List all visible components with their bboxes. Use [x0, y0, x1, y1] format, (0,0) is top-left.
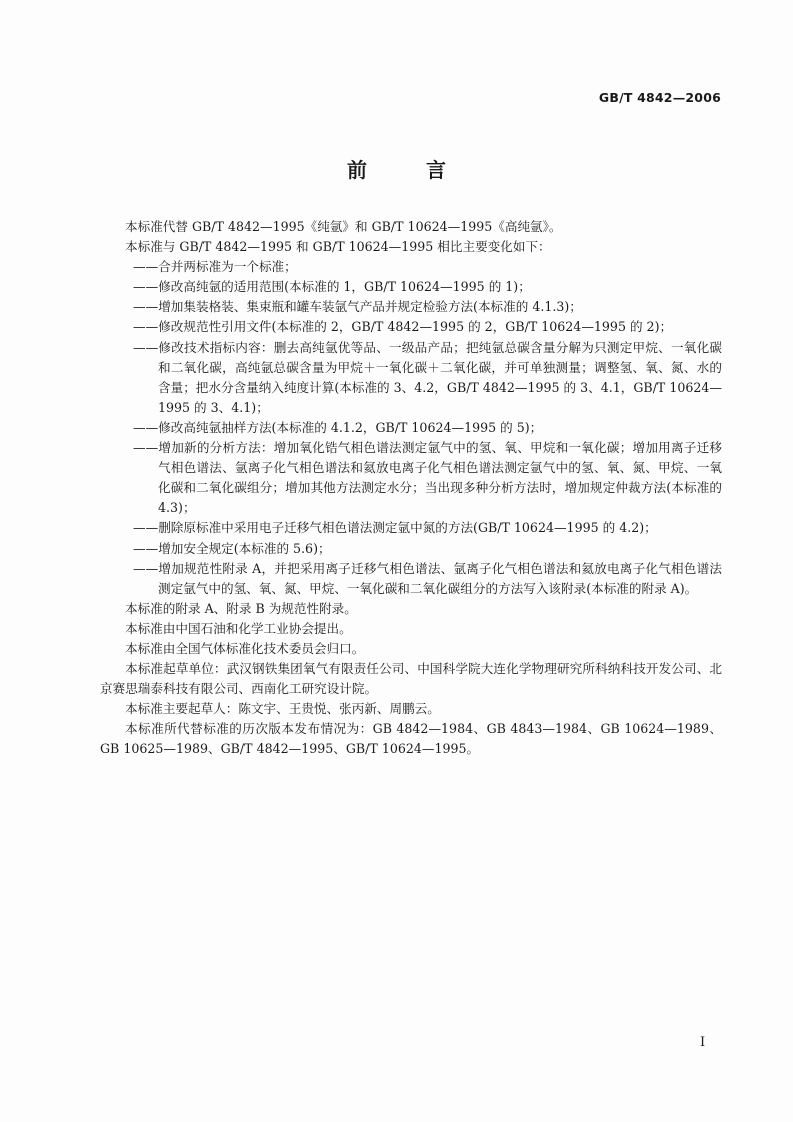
paragraph-changes-intro: 本标准与 GB/T 4842—1995 和 GB/T 10624—1995 相比主要变化如下： — [125, 239, 551, 255]
list-item-technical-indicators: ——修改技术指标内容：删去高纯氩优等品、一级品产品；把纯氩总碳含量分解为只测定甲烷、一氧化碳和二氧化碳，高纯氩总碳含量为甲烷＋一氧化碳＋二氧化碳，并可单独测量；调整氢、氧、氮、水的含量；把水分含量纳入纯度计算(本标准的 3、4.2，GB/T 4842—1995 的 3、4.1，GB/T 10624—1995 的 3、4.1)； — [133, 339, 722, 415]
list-item-annex-a: ——增加规范性附录 A，并把采用离子迁移气相色谱法、氩离子化气相色谱法和氦放电离子化气相色谱法测定氩气中的氢、氧、氮、甲烷、一氧化碳和二氧化碳组分的方法写入该附录(本标准的附录 A)。 — [133, 560, 722, 596]
paragraph-history: 本标准所代替标准的历次版本发布情况为：GB 4842—1984、GB 4843—1984、GB 10624—1989、GB 10625—1989、GB/T 4842—1995、GB/T 10624—1995。 — [100, 721, 722, 757]
list-item-removed-method: ——删除原标准中采用电子迁移气相色谱法测定氩中氮的方法(GB/T 10624—1995 的 4.2)； — [133, 520, 657, 536]
paragraph-annexes: 本标准的附录 A、附录 B 为规范性附录。 — [125, 600, 357, 616]
standard-code: GB/T 4842—2006 — [598, 90, 721, 105]
list-item-scope: ——修改高纯氩的适用范围(本标准的 1，GB/T 10624—1995 的 1)； — [133, 279, 531, 295]
list-item-packaging: ——增加集装格装、集束瓶和罐车装氩气产品并规定检验方法(本标准的 4.1.3)； — [133, 299, 582, 315]
page-title: 前 言 — [347, 158, 472, 182]
paragraph-proposed-by: 本标准由中国石油和化学工业协会提出。 — [125, 620, 352, 636]
paragraph-replaces: 本标准代替 GB/T 4842—1995《纯氩》和 GB/T 10624—1995《高纯氩》。 — [125, 219, 562, 234]
list-item-safety: ——增加安全规定(本标准的 5.6)； — [133, 540, 331, 556]
paragraph-drafting-units: 本标准起草单位：武汉钢铁集团氧气有限责任公司、中国科学院大连化学物理研究所科纳科技开发公司、北京赛思瑞泰科技有限公司、西南化工研究设计院。 — [100, 661, 722, 697]
list-item-analysis-methods: ——增加新的分析方法：增加氧化锆气相色谱法测定氩气中的氢、氧、甲烷和一氧化碳；增加用离子迁移气相色谱法、氩离子化气相色谱法和氦放电离子化气相色谱法测定氩气中的氢、氧、氮、甲烷、一氧化碳和二氧化碳组分；增加其他方法测定水分；当出现多种分析方法时，增加规定仲裁方法(本标准的 4.3)； — [133, 440, 722, 516]
list-item-merge: ——合并两标准为一个标准； — [133, 259, 297, 275]
list-item-references: ——修改规范性引用文件(本标准的 2，GB/T 4842—1995 的 2，GB/T 10624—1995 的 2)； — [133, 319, 673, 335]
page-number: I — [700, 1035, 706, 1050]
document-body — [100, 217, 722, 760]
list-item-sampling: ——修改高纯氩抽样方法(本标准的 4.1.2，GB/T 10624—1995 的 5)； — [133, 419, 543, 435]
paragraph-centralized-by: 本标准由全国气体标准化技术委员会归口。 — [125, 640, 365, 656]
paragraph-drafters: 本标准主要起草人：陈文宇、王贵悦、张丙新、周鹏云。 — [125, 701, 440, 717]
